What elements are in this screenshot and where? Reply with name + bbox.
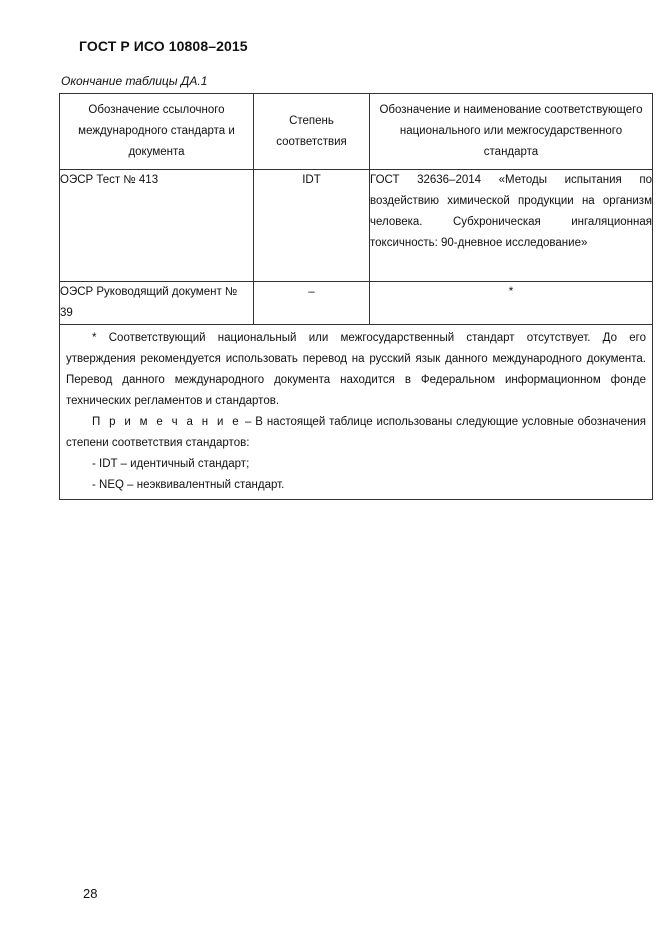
column-header-reference: Обозначение ссылочного международного стандарта и документа [60, 94, 254, 170]
cell-degree: – [254, 282, 370, 325]
cell-degree: IDT [254, 170, 370, 282]
column-header-degree: Степень соответствия [254, 94, 370, 170]
page-number: 28 [83, 886, 98, 901]
table-footnote-row [60, 325, 653, 500]
cell-reference: ОЭСР Тест № 413 [60, 170, 254, 282]
note-label: П р и м е ч а н и е [92, 416, 242, 428]
note-paragraph [66, 412, 646, 454]
correspondence-table [59, 93, 653, 500]
table-row [60, 282, 653, 325]
document-header: ГОСТ Р ИСО 10808–2015 [79, 38, 248, 54]
cell-reference: ОЭСР Руководящий документ № 39 [60, 282, 254, 325]
footnote-star: * Соответствующий национальный или межгосударственный стандарт отсутствует. До его утверждения рекомендуется использовать перевод на русский язык данного международного документа. Перевод данного международного документа находится в Федеральном информационном фонде технических регламентов и стандартов. [66, 332, 646, 407]
table-row [60, 170, 653, 282]
cell-national: ГОСТ 32636–2014 «Методы испытания по воздействию химической продукции на организм человека. Субхроническая ингаляционная токсичность: 90-дневное исследование» [370, 170, 653, 282]
column-header-national: Обозначение и наименование соответствующего национального или межгосударственного стандарта [370, 94, 653, 170]
table-header-row [60, 94, 653, 170]
cell-national: * [370, 282, 653, 325]
note-list-item: - IDT – идентичный стандарт; [92, 458, 250, 470]
note-list-item: - NEQ – неэквивалентный стандарт. [92, 479, 285, 491]
note-text: – В настоящей таблице использованы следующие условные обозначения степени соответствия стандартов: [66, 416, 647, 449]
table-footnote [60, 325, 653, 500]
table-caption: Окончание таблицы ДА.1 [61, 74, 208, 88]
